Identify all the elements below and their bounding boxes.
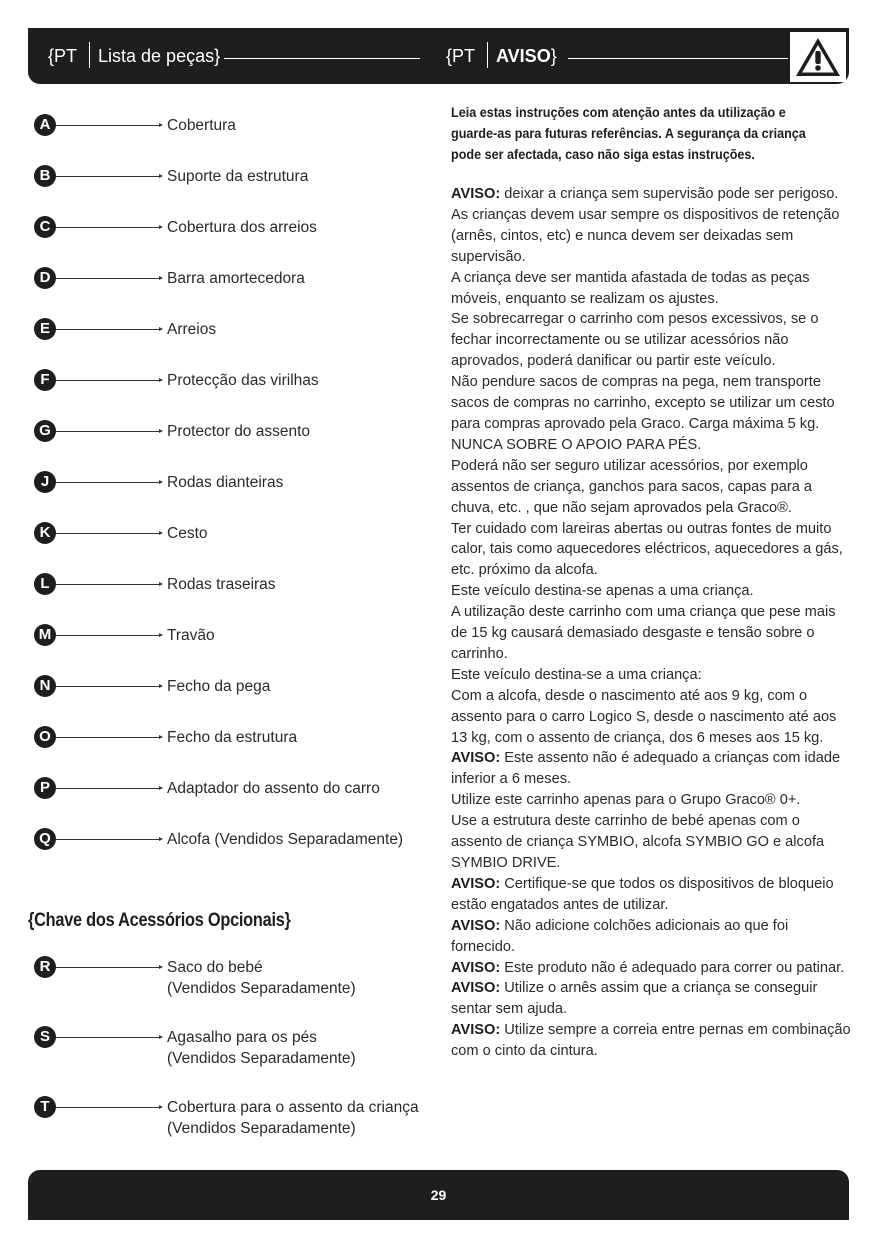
part-letter-badge: L: [34, 573, 56, 595]
warning-label: AVISO:: [451, 980, 501, 997]
part-label: Arreios: [167, 321, 217, 338]
warning-paragraph: [451, 874, 853, 916]
accessory-letter-badge: T: [34, 1096, 56, 1118]
warning-label: AVISO:: [451, 875, 501, 892]
accessory-name: Cobertura para o assento da criança: [167, 1099, 419, 1116]
accessory-label: [167, 957, 356, 999]
accessory-note: (Vendidos Separadamente): [167, 1120, 356, 1137]
warning-label: AVISO:: [451, 917, 501, 934]
part-label: Protector do assento: [167, 423, 311, 440]
accessory-note: (Vendidos Separadamente): [167, 1050, 356, 1067]
part-label: Cesto: [167, 525, 208, 542]
language-code: {PT: [446, 45, 476, 66]
accessories-heading: {Chave dos Acessórios Opcionais}: [28, 910, 291, 931]
header-rule: [224, 58, 420, 59]
accessory-name: Saco do bebé: [167, 959, 263, 976]
paragraph: Não pendure sacos de compras na pega, nem transporte sacos de compras no carrinho, excepto se utilizar um cesto para compras aprovado pela Graco. Carga máxima 5 kg.: [451, 374, 835, 432]
footer-bar: [28, 1170, 849, 1220]
part-label: Adaptador do assento do carro: [167, 780, 380, 797]
paragraph: As crianças devem usar sempre os dispositivos de retenção (arnês, cintos, etc) e nunca devem ser deixadas sem supervisão.: [451, 206, 840, 265]
leader-line: [56, 686, 160, 687]
part-label: Cobertura: [167, 117, 236, 134]
header-bar: [28, 28, 849, 84]
leader-line: [56, 635, 160, 636]
paragraph: Com a alcofa, desde o nascimento até aos 9 kg, com o assento para o carro Logico S, desde o nascimento até aos 13 kg, com o assento de criança, dos 6 meses aos 15 kg.: [451, 687, 837, 746]
part-letter-badge: C: [34, 216, 56, 238]
part-letter-badge: J: [34, 471, 56, 493]
part-letter-badge: O: [34, 726, 56, 748]
header-divider: [487, 42, 488, 68]
accessory-label: [167, 1027, 356, 1069]
part-label: Alcofa (Vendidos Separadamente): [167, 831, 404, 848]
part-label: Fecho da pega: [167, 678, 271, 695]
page-number: 29: [430, 1187, 447, 1203]
part-letter-badge: A: [34, 114, 56, 136]
part-label: Cobertura dos arreios: [167, 219, 317, 236]
part-label: Rodas dianteiras: [167, 474, 284, 491]
leader-line: [56, 482, 160, 483]
part-letter-badge: N: [34, 675, 56, 697]
accessory-name: Agasalho para os pés: [167, 1029, 317, 1046]
part-label: Protecção das virilhas: [167, 372, 319, 389]
header-rule: [568, 58, 788, 59]
leader-line: [56, 176, 160, 177]
warning-text: Não adicione colchões adicionais ao que foi fornecido.: [451, 917, 789, 955]
accessory-note: (Vendidos Separadamente): [167, 980, 356, 997]
warning-text: Certifique-se que todos os dispositivos de bloqueio estão engatados antes de utilizar.: [451, 875, 834, 913]
part-label: Fecho da estrutura: [167, 729, 298, 746]
paragraph: Use a estrutura deste carrinho de bebé apenas com o assento de criança SYMBIO, alcofa SYMBIO GO e alcofa SYMBIO DRIVE.: [451, 813, 825, 871]
paragraph: Este veículo destina-se a uma criança:: [451, 666, 702, 683]
accessory-label: [167, 1097, 419, 1139]
leader-line: [56, 584, 160, 585]
leader-line: [56, 1037, 160, 1038]
paragraph: Este veículo destina-se apenas a uma criança.: [451, 583, 754, 600]
warning-label: AVISO:: [451, 1022, 501, 1039]
warning-text: Este assento não é adequado a crianças com idade inferior a 6 meses.: [451, 750, 841, 788]
leader-line: [56, 278, 160, 279]
warning-paragraph: [451, 1020, 853, 1062]
warning-text: deixar a criança sem supervisão pode ser perigoso.: [500, 186, 839, 202]
paragraph: Utilize este carrinho apenas para o Grupo Graco® 0+.: [451, 792, 801, 809]
leader-line: [56, 788, 160, 789]
part-label: Suporte da estrutura: [167, 168, 309, 185]
header-divider: [89, 42, 90, 68]
warning-paragraph: [451, 748, 853, 790]
warning-paragraph: [451, 184, 853, 205]
part-label: Barra amortecedora: [167, 270, 305, 287]
part-letter-badge: P: [34, 777, 56, 799]
warning-title-close: }: [550, 45, 557, 66]
warning-text: Utilize sempre a correia entre pernas em combinação com o cinto da cintura.: [451, 1022, 851, 1060]
leader-line: [56, 967, 160, 968]
part-letter-badge: B: [34, 165, 56, 187]
leader-line: [56, 737, 160, 738]
warning-triangle-icon: [794, 36, 842, 78]
warning-paragraph: [451, 978, 853, 1020]
paragraph: A criança deve ser mantida afastada de todas as peças móveis, enquanto se realizam os ajustes.: [451, 269, 810, 307]
warning-paragraph: [451, 916, 853, 958]
warning-title: AVISO: [496, 45, 551, 66]
part-letter-badge: K: [34, 522, 56, 544]
part-letter-badge: G: [34, 420, 56, 442]
language-code: {PT: [48, 45, 78, 66]
paragraph: A utilização deste carrinho com uma criança que pese mais de 15 kg causará demasiado desgaste e tensão sobre o carrinho.: [451, 604, 836, 662]
paragraph: Ter cuidado com lareiras abertas ou outras fontes de muito calor, tais como aquecedores eléctricos, aquecedores a gás, etc. próximo da alcofa.: [451, 520, 843, 579]
warning-paragraph: [451, 958, 853, 979]
part-label: Travão: [167, 627, 215, 644]
leader-line: [56, 227, 160, 228]
warning-text: Este produto não é adequado para correr ou patinar.: [500, 959, 845, 976]
leader-line: [56, 533, 160, 534]
warning-icon-box: [790, 32, 846, 82]
part-letter-badge: E: [34, 318, 56, 340]
warning-header: [446, 44, 557, 70]
paragraph: Poderá não ser seguro utilizar acessórios, por exemplo assentos de criança, ganchos para sacos, capas para a chuva, etc. , que não sejam aprovados pela Graco®.: [451, 457, 813, 516]
leader-line: [56, 1107, 160, 1108]
paragraph: NUNCA SOBRE O APOIO PARA PÉS.: [451, 436, 702, 453]
warning-label: AVISO:: [451, 750, 501, 767]
parts-list-header: [48, 44, 220, 70]
accessory-letter-badge: R: [34, 956, 56, 978]
part-label: Rodas traseiras: [167, 576, 276, 593]
leader-line: [56, 329, 160, 330]
intro-paragraph: Leia estas instruções com atenção antes da utilização e guarde-as para futuras referências. A segurança da criança pode ser afectada, caso não siga estas instruções.: [451, 104, 806, 162]
warning-label: AVISO:: [451, 959, 501, 976]
leader-line: [56, 839, 160, 840]
leader-line: [56, 125, 160, 126]
warning-text: Utilize o arnês assim que a criança se conseguir sentar sem ajuda.: [451, 980, 818, 1018]
accessory-letter-badge: S: [34, 1026, 56, 1048]
parts-list-title: Lista de peças}: [98, 45, 221, 66]
warnings-text: [451, 184, 853, 1062]
leader-line: [56, 380, 160, 381]
part-letter-badge: F: [34, 369, 56, 391]
part-letter-badge: Q: [34, 828, 56, 850]
paragraph: Se sobrecarregar o carrinho com pesos excessivos, se o fechar incorrectamente ou se utilizar acessórios não aprovados, poderá danificar ou partir este veículo.: [451, 311, 819, 370]
warning-label: AVISO:: [451, 186, 501, 202]
part-letter-badge: D: [34, 267, 56, 289]
leader-line: [56, 431, 160, 432]
part-letter-badge: M: [34, 624, 56, 646]
